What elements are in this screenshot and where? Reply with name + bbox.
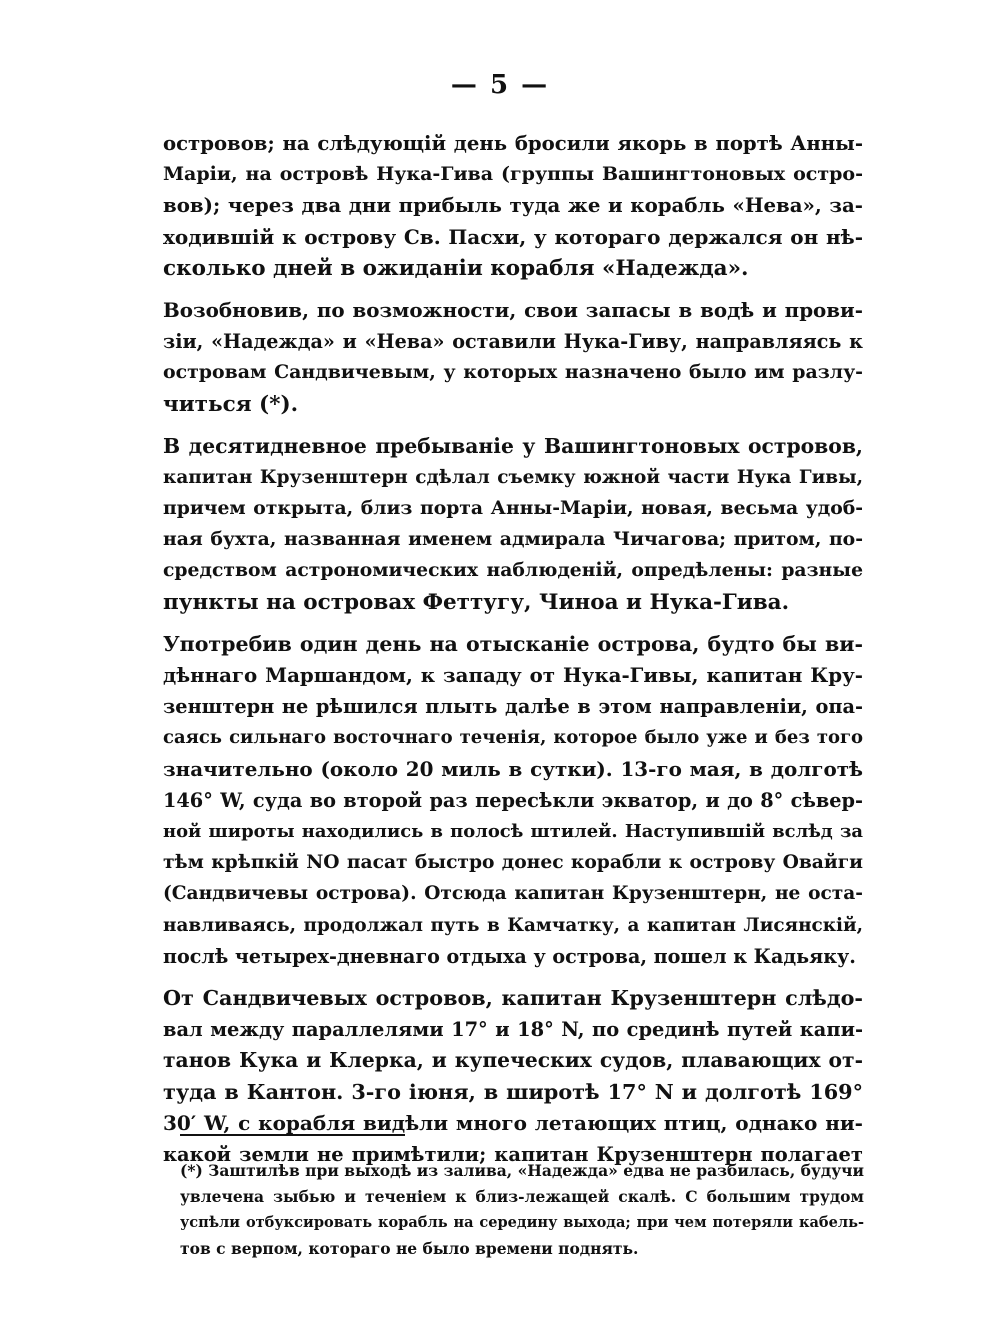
footnote-line: (*) Заштилѣв при выходѣ из залива, «Надежда» едва не разбилась, будучи	[180, 1161, 864, 1180]
footnote-line: тов с верпом, котораго не было времени поднять.	[180, 1239, 639, 1258]
text-line: 146° W, суда во второй раз пересѣкли экватор, и до 8° сѣвер-	[163, 788, 863, 812]
paragraph-1	[163, 128, 863, 284]
text-line: зіи, «Надежда» и «Нева» оставили Нука-Гиву, направляясь к	[163, 330, 863, 354]
text-line: островам Сандвичевым, у которых назначено было им разлу-	[163, 361, 863, 384]
text-line: вал между параллелями 17° и 18° N, по срединѣ путей капи-	[163, 1018, 863, 1042]
paragraph-3	[163, 431, 863, 618]
paragraph-5	[163, 983, 863, 1170]
text-line: значительно (около 20 миль в сутки). 13-го мая, в долготѣ	[163, 756, 863, 781]
text-line: танов Кука и Клерка, и купеческих судов, плавающих от-	[163, 1048, 863, 1073]
text-line: Маріи, на островѣ Нука-Гива (группы Вашингтоновых остро-	[163, 163, 863, 186]
footnote-line: успѣли отбуксировать корабль на середину выхода; при чем потеряли кабель-	[180, 1214, 864, 1231]
text-line: читься (*).	[163, 391, 299, 417]
text-line: (Сандвичевы острова). Отсюда капитан Крузенштерн, не оста-	[163, 883, 863, 905]
footnote	[180, 1158, 864, 1262]
text-line: сколько дней в ожиданіи корабля «Надежда».	[163, 255, 749, 281]
text-line: Употребив один день на отысканіе острова, будто бы ви-	[163, 631, 863, 656]
text-line: какой земли не примѣтили; капитан Крузенштерн полагает	[163, 1142, 863, 1166]
text-line: 30′ W, с корабля видѣли много летающих птиц, однако ни-	[163, 1110, 863, 1135]
text-line: пункты на островах Феттугу, Чиноа и Нука-Гива.	[163, 589, 790, 615]
text-line: туда в Кантон. 3-го іюня, в широтѣ 17° N и долготѣ 169°	[163, 1079, 863, 1105]
text-line: ной широты находились в полосѣ штилей. Наступившій вслѣд за	[163, 820, 863, 842]
paragraph-4	[163, 629, 863, 972]
text-line: ходившій к острову Св. Пасхи, у котораго держался он нѣ-	[163, 224, 863, 249]
text-line: саясь сильнаго восточнаго теченія, которое было уже и без того	[163, 727, 863, 749]
main-text	[163, 128, 863, 1181]
text-line: дѣннаго Маршандом, к западу от Нука-Гивы, капитан Кру-	[163, 663, 863, 687]
text-line: ная бухта, названная именем адмирала Чичагова; притом, по-	[163, 528, 863, 551]
text-line: средством астрономических наблюденій, опредѣлены: разные	[163, 559, 863, 582]
text-line: навливаясь, продолжал путь в Камчатку, а капитан Лисянскій,	[163, 914, 863, 936]
footnote-line: увлечена зыбью и теченіем к близ-лежащей скалѣ. С большим трудом	[180, 1187, 864, 1206]
text-line: тѣм крѣпкій NO пасат быстро донес корабли к острову Овайги	[163, 851, 863, 874]
text-line: капитан Крузенштерн сдѣлал съемку южной части Нука Гивы,	[163, 466, 863, 488]
text-line: Возобновив, по возможности, свои запасы в водѣ и прови-	[163, 297, 863, 322]
text-line: В десятидневное пребываніе у Вашингтоновых островов,	[163, 433, 863, 458]
text-line: От Сандвичевых островов, капитан Крузенштерн слѣдо-	[163, 985, 863, 1010]
text-line: вов); через два дни прибыль туда же и корабль «Нева», за-	[163, 193, 863, 218]
footnote-divider	[180, 1134, 405, 1136]
text-line: островов; на слѣдующій день бросили якорь в портѣ Анны-	[163, 132, 863, 155]
text-line: причем открыта, близ порта Анны-Маріи, новая, весьма удоб-	[163, 497, 863, 520]
text-line: зенштерн не рѣшился плыть далѣе в этом направленіи, опа-	[163, 695, 863, 719]
paragraph-2	[163, 295, 863, 420]
text-line: послѣ четырех-дневнаго отдыха у острова, пошел к Кадьяку.	[163, 944, 856, 968]
page-number: — 5 —	[450, 70, 550, 100]
